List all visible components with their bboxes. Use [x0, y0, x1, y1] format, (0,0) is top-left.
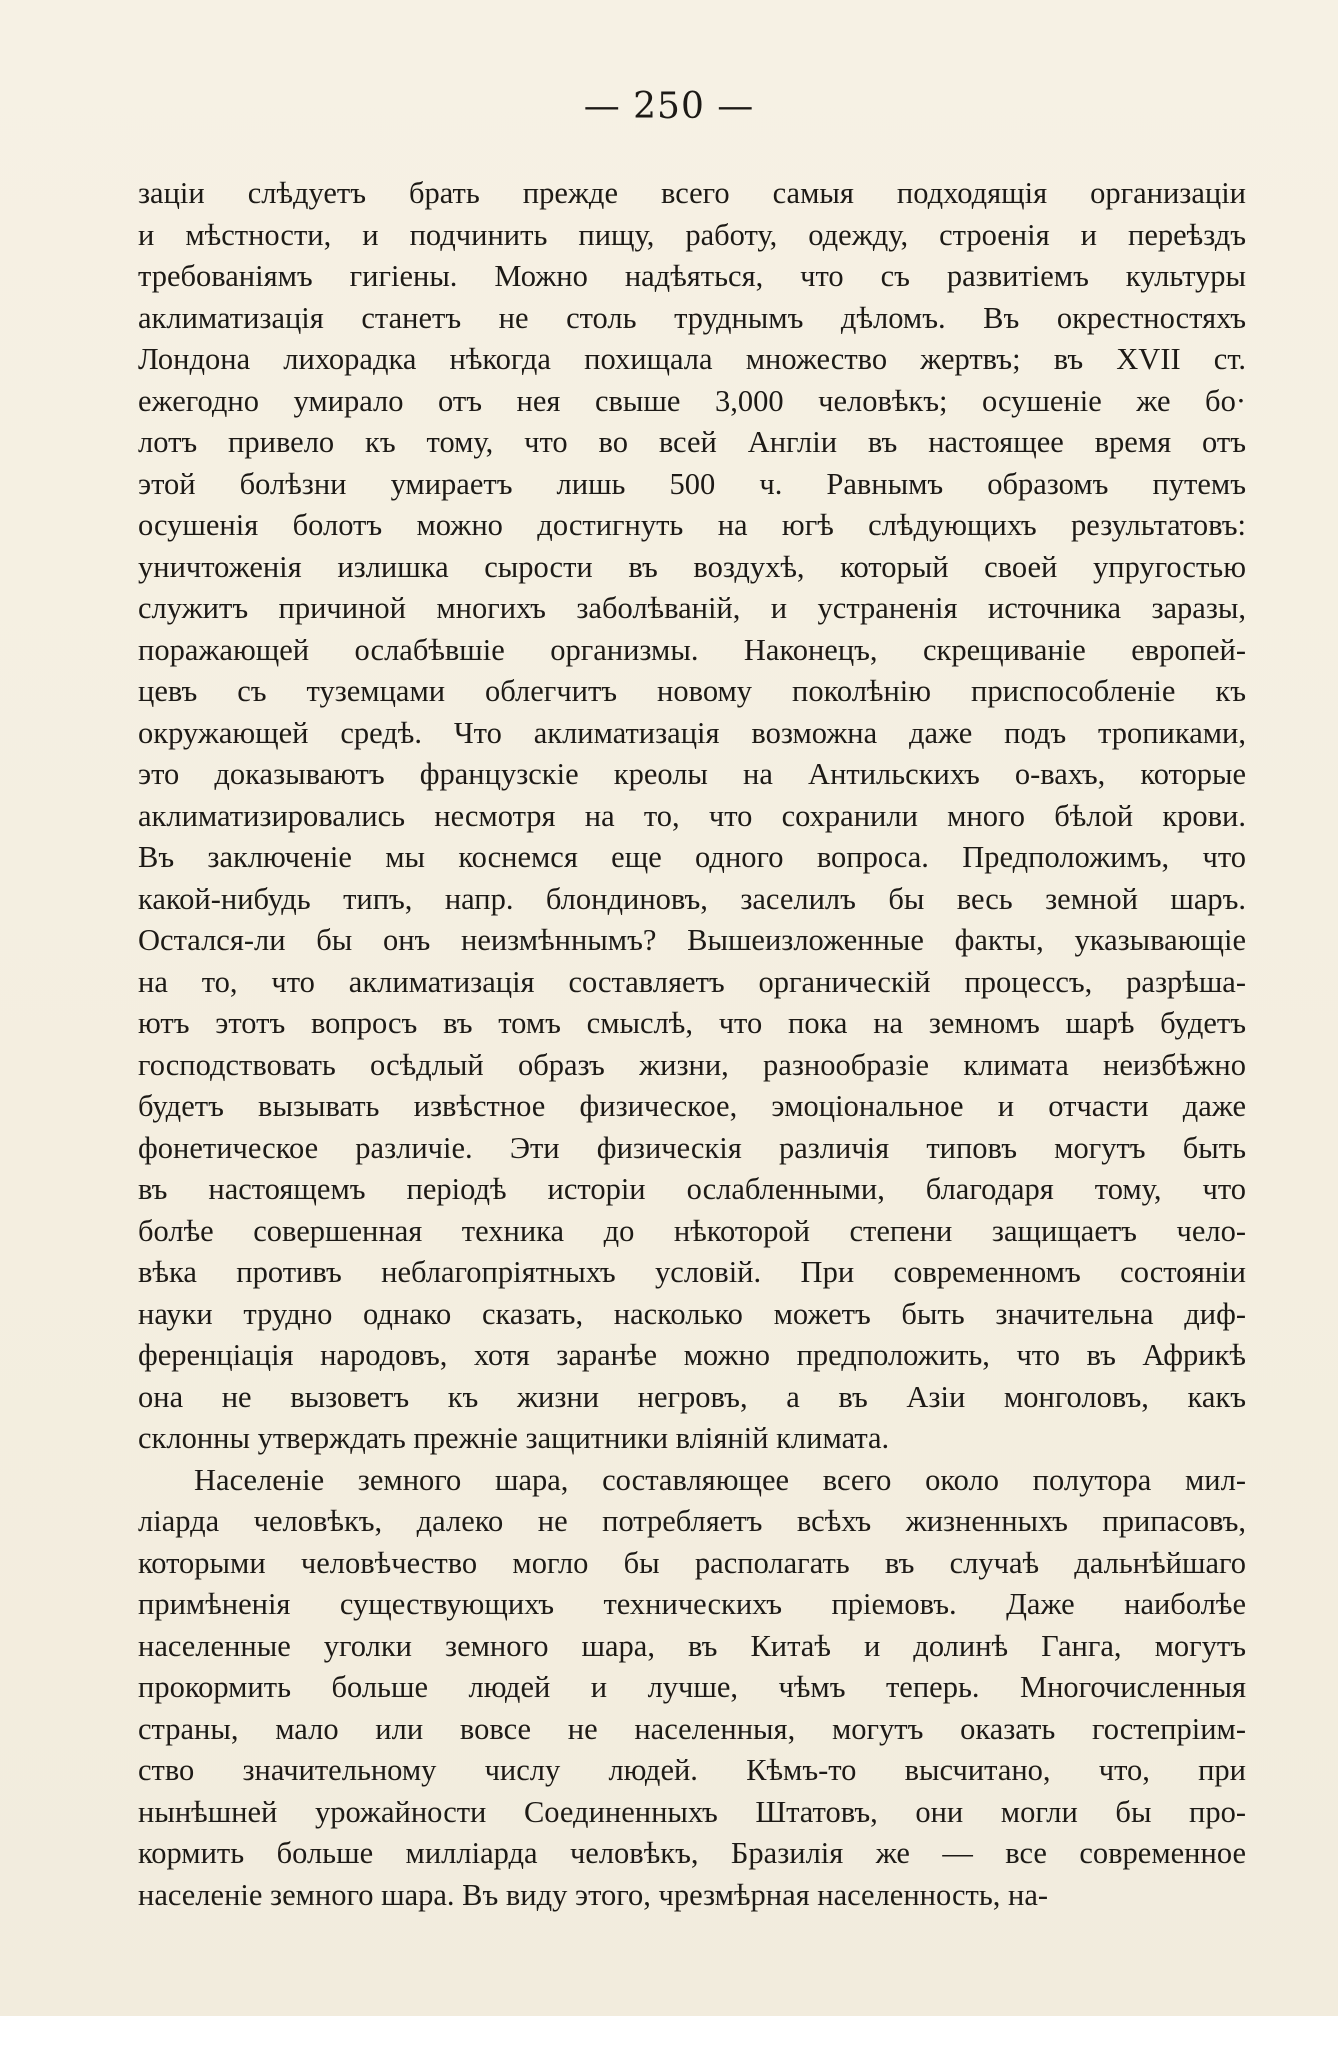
text-line: науки трудно однако сказать, насколько можетъ быть значительна диф- — [138, 1296, 1246, 1331]
text-line: нынѣшней урожайности Соединенныхъ Штатовъ, они могли бы про- — [138, 1794, 1246, 1829]
page-number: — 250 — — [583, 86, 755, 127]
text-line: на то, что аклиматизація составляетъ органическій процессъ, разрѣша- — [138, 964, 1246, 999]
scan-bottom-margin — [0, 2016, 1338, 2050]
text-line: служитъ причиной многихъ заболѣваній, и устраненія источника заразы, — [138, 591, 1246, 625]
text-line: аклиматизація станетъ не столь труднымъ дѣломъ. Въ окрестностяхъ — [138, 300, 1246, 335]
text-line: прокормить больше людей и лучше, чѣмъ теперь. Многочисленныя — [138, 1670, 1246, 1704]
text-line: кормить больше милліарда человѣкъ, Бразилія же — все современное — [138, 1836, 1246, 1870]
text-line: окружающей средѣ. Что аклиматизація возможна даже подъ тропиками, — [138, 715, 1246, 750]
text-line: цевъ съ туземцами облегчитъ новому поколѣнію приспособленіе къ — [138, 674, 1246, 708]
text-line: которыми человѣчество могло бы располагать въ случаѣ дальнѣйшаго — [138, 1545, 1246, 1580]
text-line: ліарда человѣкъ, далеко не потребляетъ всѣхъ жизненныхъ припасовъ, — [138, 1504, 1246, 1538]
text-line: населенные уголки земного шара, въ Китаѣ и долинѣ Ганга, могутъ — [138, 1628, 1246, 1663]
text-line: поражающей ослабѣвшіе организмы. Наконецъ, скрещиваніе европей- — [138, 632, 1246, 667]
text-line: будетъ вызывать извѣстное физическое, эмоціональное и отчасти даже — [138, 1089, 1246, 1123]
text-line: ютъ этотъ вопросъ въ томъ смыслѣ, что пока на земномъ шарѣ будетъ — [138, 1006, 1246, 1040]
text-line: ство значительному числу людей. Кѣмъ-то высчитано, что, при — [138, 1753, 1246, 1787]
text-line: лотъ привело къ тому, что во всей Англіи въ настоящее время отъ — [138, 425, 1246, 459]
text-line: это доказываютъ французскіе креолы на Антильскихъ о-вахъ, которые — [138, 757, 1246, 791]
text-line: и мѣстности, и подчинить пищу, работу, одежду, строенія и переѣздъ — [138, 217, 1246, 252]
text-line: болѣе совершенная техника до нѣкоторой степени защищаетъ чело- — [138, 1213, 1246, 1248]
text-line: примѣненія существующихъ техническихъ пріемовъ. Даже наиболѣе — [138, 1587, 1246, 1621]
paragraph — [138, 173, 1246, 1460]
body-text — [138, 173, 1246, 1916]
text-line: вѣка противъ неблагопріятныхъ условій. При современномъ состояніи — [138, 1255, 1246, 1289]
text-line: господствовать осѣдлый образъ жизни, разнообразіе климата неизбѣжно — [138, 1047, 1246, 1082]
text-line: Въ заключеніе мы коснемся еще одного вопроса. Предположимъ, что — [138, 840, 1246, 874]
text-line: въ настоящемъ періодѣ исторіи ослабленными, благодаря тому, что — [138, 1172, 1246, 1206]
text-line: она не вызоветъ къ жизни негровъ, а въ Азіи монголовъ, какъ — [138, 1379, 1246, 1414]
paragraph — [138, 1460, 1246, 1917]
text-line: требованіямъ гигіены. Можно надѣяться, что съ развитіемъ культуры — [138, 259, 1246, 293]
text-line: ежегодно умирало отъ нея свыше 3,000 человѣкъ; осушеніе же бо· — [138, 383, 1246, 418]
text-line: страны, мало или вовсе не населенныя, могутъ оказать гостепріим- — [138, 1711, 1246, 1746]
text-line: ференціація народовъ, хотя заранѣе можно предположить, что въ Африкѣ — [138, 1338, 1246, 1372]
text-line: этой болѣзни умираетъ лишь 500 ч. Равнымъ образомъ путемъ — [138, 466, 1246, 501]
text-line: осушенія болотъ можно достигнуть на югѣ слѣдующихъ результатовъ: — [138, 508, 1246, 542]
text-line: какой-нибудь типъ, напр. блондиновъ, заселилъ бы весь земной шаръ. — [138, 881, 1246, 916]
text-line: фонетическое различіе. Эти физическія различія типовъ могутъ быть — [138, 1130, 1246, 1165]
text-line: Лондона лихорадка нѣкогда похищала множество жертвъ; въ XVII ст. — [138, 342, 1246, 376]
text-line: Остался-ли бы онъ неизмѣннымъ? Вышеизложенные факты, указывающіе — [138, 923, 1246, 957]
text-line: Населеніе земного шара, составляющее всего около полутора мил- — [194, 1462, 1246, 1497]
text-line: уничтоженія излишка сырости въ воздухѣ, который своей упругостью — [138, 549, 1246, 584]
text-line: аклиматизировались несмотря на то, что сохранили много бѣлой крови. — [138, 798, 1246, 833]
text-line: склонны утверждать прежніе защитники вліяній климата. — [138, 1421, 890, 1455]
text-line: населеніе земного шара. Въ виду этого, чрезмѣрная населенность, на- — [138, 1877, 1049, 1912]
text-line: заціи слѣдуетъ брать прежде всего самыя подходящія организаціи — [138, 176, 1246, 210]
